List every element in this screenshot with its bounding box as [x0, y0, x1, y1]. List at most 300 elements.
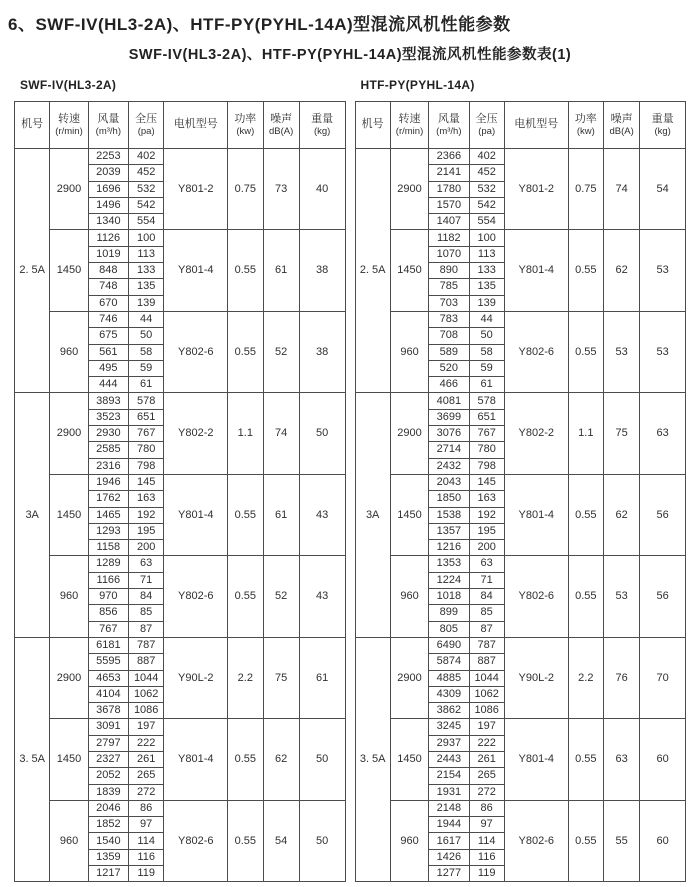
- weight-cell: 40: [299, 149, 345, 230]
- col-header-unit: (kg): [313, 125, 331, 137]
- pressure-cell: 113: [469, 246, 504, 262]
- pressure-cell: 135: [469, 279, 504, 295]
- airflow-cell: 1570: [429, 197, 469, 213]
- rpm-cell: 2900: [390, 393, 428, 474]
- rpm-cell: 960: [390, 556, 428, 637]
- airflow-cell: 1166: [88, 572, 128, 588]
- noise-cell: 62: [604, 230, 640, 311]
- pressure-cell: 265: [129, 768, 164, 784]
- col-header-text: 风量: [437, 112, 460, 125]
- table-row: [355, 556, 686, 572]
- col-header-pressure: [469, 102, 504, 149]
- rpm-cell: 1450: [50, 230, 88, 311]
- pressure-cell: 116: [469, 849, 504, 865]
- pressure-cell: 84: [129, 589, 164, 605]
- airflow-cell: 1538: [429, 507, 469, 523]
- table-row: [15, 637, 346, 653]
- airflow-cell: 1158: [88, 540, 128, 556]
- power-cell: 1.1: [568, 393, 603, 474]
- pressure-cell: 100: [129, 230, 164, 246]
- col-header-airflow: [88, 102, 128, 149]
- motor-cell: Y90L-2: [504, 637, 568, 718]
- col-header-text: 转速: [58, 112, 81, 125]
- motor-cell: Y801-4: [164, 719, 228, 800]
- motor-cell: Y802-6: [164, 800, 228, 881]
- airflow-cell: 2148: [429, 800, 469, 816]
- pressure-cell: 63: [129, 556, 164, 572]
- airflow-cell: 6490: [429, 637, 469, 653]
- model-cell: 3. 5A: [15, 637, 50, 881]
- power-cell: 0.75: [568, 149, 603, 230]
- motor-cell: Y801-4: [504, 719, 568, 800]
- table-row: [355, 393, 686, 409]
- motor-cell: Y90L-2: [164, 637, 228, 718]
- pressure-cell: 1086: [129, 703, 164, 719]
- airflow-cell: 1931: [429, 784, 469, 800]
- col-header-text: 重量: [311, 112, 334, 125]
- pressure-cell: 261: [129, 751, 164, 767]
- pressure-cell: 1044: [129, 670, 164, 686]
- col-header-text: 重量: [651, 112, 674, 125]
- airflow-cell: 2046: [88, 800, 128, 816]
- airflow-cell: 2797: [88, 735, 128, 751]
- airflow-cell: 6181: [88, 637, 128, 653]
- pressure-cell: 97: [129, 817, 164, 833]
- weight-cell: 38: [299, 311, 345, 392]
- noise-cell: 52: [263, 311, 299, 392]
- power-cell: 1.1: [228, 393, 263, 474]
- airflow-cell: 1617: [429, 833, 469, 849]
- htf-performance-table: [355, 101, 687, 882]
- pressure-cell: 578: [129, 393, 164, 409]
- rpm-cell: 2900: [50, 637, 88, 718]
- airflow-cell: 1019: [88, 246, 128, 262]
- airflow-cell: 1696: [88, 181, 128, 197]
- pressure-cell: 84: [469, 589, 504, 605]
- col-header-airflow: [429, 102, 469, 149]
- weight-cell: 43: [299, 556, 345, 637]
- airflow-cell: 1357: [429, 523, 469, 539]
- airflow-cell: 2141: [429, 165, 469, 181]
- rpm-cell: 960: [390, 800, 428, 881]
- airflow-cell: 1852: [88, 817, 128, 833]
- pressure-cell: 192: [469, 507, 504, 523]
- airflow-cell: 1944: [429, 817, 469, 833]
- pressure-cell: 133: [129, 263, 164, 279]
- weight-cell: 63: [640, 393, 686, 474]
- airflow-cell: 783: [429, 311, 469, 327]
- airflow-cell: 1353: [429, 556, 469, 572]
- airflow-cell: 3091: [88, 719, 128, 735]
- pressure-cell: 113: [129, 246, 164, 262]
- pressure-cell: 222: [129, 735, 164, 751]
- table-label-htf: HTF-PY(PYHL-14A): [360, 78, 475, 92]
- swf-performance-table: [14, 101, 346, 882]
- airflow-cell: 2316: [88, 458, 128, 474]
- weight-cell: 43: [299, 474, 345, 555]
- airflow-cell: 1359: [88, 849, 128, 865]
- col-header-unit: (kw): [576, 125, 595, 137]
- rpm-cell: 960: [50, 311, 88, 392]
- noise-cell: 74: [263, 393, 299, 474]
- pressure-cell: 767: [129, 426, 164, 442]
- rpm-cell: 1450: [390, 719, 428, 800]
- airflow-cell: 1946: [88, 474, 128, 490]
- airflow-cell: 890: [429, 263, 469, 279]
- pressure-cell: 135: [129, 279, 164, 295]
- motor-cell: Y801-4: [504, 474, 568, 555]
- airflow-cell: 1182: [429, 230, 469, 246]
- pressure-cell: 197: [129, 719, 164, 735]
- col-header-text: 功率: [234, 112, 257, 125]
- col-header-rpm: [50, 102, 88, 149]
- pressure-cell: 272: [469, 784, 504, 800]
- motor-cell: Y801-2: [164, 149, 228, 230]
- airflow-cell: 466: [429, 377, 469, 393]
- col-header-unit: (m³/h): [436, 125, 462, 137]
- airflow-cell: 1780: [429, 181, 469, 197]
- col-header-power: [228, 102, 263, 149]
- col-header-text: 噪声: [610, 112, 633, 125]
- noise-cell: 73: [263, 149, 299, 230]
- motor-cell: Y802-6: [504, 556, 568, 637]
- airflow-cell: 1018: [429, 589, 469, 605]
- airflow-cell: 2432: [429, 458, 469, 474]
- weight-cell: 53: [640, 230, 686, 311]
- table-row: [355, 474, 686, 490]
- pressure-cell: 133: [469, 263, 504, 279]
- col-header-text: 全压: [135, 112, 158, 125]
- col-header-unit: (r/min): [395, 125, 424, 137]
- table-row: [15, 556, 346, 572]
- table-row: [15, 149, 346, 165]
- weight-cell: 53: [640, 311, 686, 392]
- airflow-cell: 4104: [88, 686, 128, 702]
- airflow-cell: 3699: [429, 409, 469, 425]
- page-subtitle: SWF-IV(HL3-2A)、HTF-PY(PYHL-14A)型混流风机性能参数表(1): [128, 47, 572, 63]
- airflow-cell: 675: [88, 328, 128, 344]
- pressure-cell: 542: [469, 197, 504, 213]
- motor-cell: Y802-6: [164, 556, 228, 637]
- airflow-cell: 2154: [429, 768, 469, 784]
- power-cell: 0.75: [228, 149, 263, 230]
- rpm-cell: 1450: [50, 474, 88, 555]
- pressure-cell: 139: [129, 295, 164, 311]
- noise-cell: 75: [604, 393, 640, 474]
- motor-cell: Y802-6: [504, 800, 568, 881]
- pressure-cell: 44: [129, 311, 164, 327]
- noise-cell: 52: [263, 556, 299, 637]
- airflow-cell: 3245: [429, 719, 469, 735]
- pressure-cell: 86: [469, 800, 504, 816]
- rpm-cell: 960: [50, 800, 88, 881]
- weight-cell: 70: [640, 637, 686, 718]
- pressure-cell: 542: [129, 197, 164, 213]
- airflow-cell: 1224: [429, 572, 469, 588]
- pressure-cell: 651: [129, 409, 164, 425]
- pressure-cell: 114: [469, 833, 504, 849]
- airflow-cell: 2930: [88, 426, 128, 442]
- model-cell: 3A: [15, 393, 50, 637]
- pressure-cell: 554: [129, 214, 164, 230]
- header-row: [15, 102, 346, 149]
- pressure-cell: 58: [129, 344, 164, 360]
- airflow-cell: 1070: [429, 246, 469, 262]
- weight-cell: 60: [640, 800, 686, 881]
- pressure-cell: 452: [469, 165, 504, 181]
- airflow-cell: 1340: [88, 214, 128, 230]
- pressure-cell: 97: [469, 817, 504, 833]
- airflow-cell: 1465: [88, 507, 128, 523]
- pressure-cell: 402: [129, 149, 164, 165]
- airflow-cell: 2039: [88, 165, 128, 181]
- col-header-text: 功率: [574, 112, 597, 125]
- pressure-cell: 163: [469, 491, 504, 507]
- model-cell: 3A: [355, 393, 390, 637]
- pressure-cell: 58: [469, 344, 504, 360]
- airflow-cell: 4653: [88, 670, 128, 686]
- pressure-cell: 578: [469, 393, 504, 409]
- pressure-cell: 1062: [129, 686, 164, 702]
- weight-cell: 56: [640, 556, 686, 637]
- noise-cell: 61: [263, 230, 299, 311]
- pressure-cell: 86: [129, 800, 164, 816]
- noise-cell: 63: [604, 719, 640, 800]
- power-cell: 0.55: [568, 230, 603, 311]
- pressure-cell: 798: [129, 458, 164, 474]
- airflow-cell: 2366: [429, 149, 469, 165]
- airflow-cell: 2443: [429, 751, 469, 767]
- pressure-cell: 61: [129, 377, 164, 393]
- airflow-cell: 5595: [88, 654, 128, 670]
- table-row: [15, 474, 346, 490]
- airflow-cell: 856: [88, 605, 128, 621]
- airflow-cell: 767: [88, 621, 128, 637]
- col-header-motor: [164, 102, 228, 149]
- airflow-cell: 1217: [88, 866, 128, 882]
- table-row: [355, 230, 686, 246]
- rpm-cell: 960: [50, 556, 88, 637]
- noise-cell: 53: [604, 311, 640, 392]
- airflow-cell: 444: [88, 377, 128, 393]
- table-row: [355, 311, 686, 327]
- motor-cell: Y802-6: [164, 311, 228, 392]
- airflow-cell: 3076: [429, 426, 469, 442]
- pressure-cell: 1062: [469, 686, 504, 702]
- pressure-cell: 114: [129, 833, 164, 849]
- pressure-cell: 222: [469, 735, 504, 751]
- col-header-unit: (m³/h): [95, 125, 121, 137]
- pressure-cell: 787: [129, 637, 164, 653]
- model-cell: 2. 5A: [15, 149, 50, 393]
- col-header-unit: dB(A): [609, 125, 634, 137]
- col-header-model: [355, 102, 390, 149]
- col-header-model: [15, 102, 50, 149]
- airflow-cell: 1216: [429, 540, 469, 556]
- pressure-cell: 780: [129, 442, 164, 458]
- col-header-unit: (kg): [654, 125, 671, 137]
- col-header-text: 噪声: [270, 112, 293, 125]
- model-cell: 3. 5A: [355, 637, 390, 881]
- airflow-cell: 1762: [88, 491, 128, 507]
- airflow-cell: 1277: [429, 866, 469, 882]
- rpm-cell: 1450: [390, 474, 428, 555]
- pressure-cell: 767: [469, 426, 504, 442]
- airflow-cell: 1426: [429, 849, 469, 865]
- motor-cell: Y801-2: [504, 149, 568, 230]
- power-cell: 0.55: [228, 800, 263, 881]
- airflow-cell: 5874: [429, 654, 469, 670]
- col-header-power: [568, 102, 603, 149]
- power-cell: 0.55: [228, 719, 263, 800]
- airflow-cell: 2585: [88, 442, 128, 458]
- airflow-cell: 3678: [88, 703, 128, 719]
- weight-cell: 56: [640, 474, 686, 555]
- table-row: [15, 311, 346, 327]
- pressure-cell: 195: [129, 523, 164, 539]
- col-header-noise: [263, 102, 299, 149]
- pressure-cell: 651: [469, 409, 504, 425]
- col-header-text: 全压: [475, 112, 498, 125]
- rpm-cell: 2900: [390, 149, 428, 230]
- col-header-text: 机号: [361, 118, 384, 131]
- table-block-htf: [355, 76, 687, 882]
- pressure-cell: 200: [129, 540, 164, 556]
- rpm-cell: 1450: [390, 230, 428, 311]
- col-header-text: 电机型号: [173, 118, 218, 131]
- noise-cell: 53: [604, 556, 640, 637]
- pressure-cell: 887: [129, 654, 164, 670]
- airflow-cell: 670: [88, 295, 128, 311]
- pressure-cell: 272: [129, 784, 164, 800]
- airflow-cell: 1850: [429, 491, 469, 507]
- col-header-noise: [604, 102, 640, 149]
- pressure-cell: 119: [129, 866, 164, 882]
- pressure-cell: 50: [129, 328, 164, 344]
- pressure-cell: 61: [469, 377, 504, 393]
- pressure-cell: 1086: [469, 703, 504, 719]
- col-header-text: 转速: [398, 112, 421, 125]
- power-cell: 0.55: [568, 556, 603, 637]
- airflow-cell: 495: [88, 360, 128, 376]
- weight-cell: 50: [299, 393, 345, 474]
- power-cell: 0.55: [568, 719, 603, 800]
- airflow-cell: 708: [429, 328, 469, 344]
- motor-cell: Y802-2: [164, 393, 228, 474]
- pressure-cell: 139: [469, 295, 504, 311]
- col-header-unit: (pa): [137, 125, 155, 137]
- pressure-cell: 452: [129, 165, 164, 181]
- weight-cell: 50: [299, 719, 345, 800]
- power-cell: 0.55: [228, 311, 263, 392]
- table-block-swf: [14, 76, 346, 882]
- power-cell: 0.55: [568, 311, 603, 392]
- airflow-cell: 1407: [429, 214, 469, 230]
- col-header-unit: (kw): [236, 125, 255, 137]
- pressure-cell: 195: [469, 523, 504, 539]
- airflow-cell: 2714: [429, 442, 469, 458]
- pressure-cell: 787: [469, 637, 504, 653]
- table-row: [355, 149, 686, 165]
- rpm-cell: 2900: [390, 637, 428, 718]
- airflow-cell: 1839: [88, 784, 128, 800]
- rpm-cell: 2900: [50, 393, 88, 474]
- pressure-cell: 780: [469, 442, 504, 458]
- noise-cell: 76: [604, 637, 640, 718]
- col-header-text: 机号: [21, 118, 44, 131]
- noise-cell: 75: [263, 637, 299, 718]
- col-header-weight: [640, 102, 686, 149]
- airflow-cell: 520: [429, 360, 469, 376]
- power-cell: 2.2: [568, 637, 603, 718]
- col-header-unit: dB(A): [269, 125, 294, 137]
- pressure-cell: 145: [469, 474, 504, 490]
- noise-cell: 54: [263, 800, 299, 881]
- weight-cell: 38: [299, 230, 345, 311]
- pressure-cell: 44: [469, 311, 504, 327]
- pressure-cell: 71: [129, 572, 164, 588]
- airflow-cell: 4885: [429, 670, 469, 686]
- power-cell: 0.55: [228, 230, 263, 311]
- col-header-text: 风量: [97, 112, 120, 125]
- table-row: [355, 637, 686, 653]
- airflow-cell: 805: [429, 621, 469, 637]
- airflow-cell: 785: [429, 279, 469, 295]
- table-row: [355, 719, 686, 735]
- rpm-cell: 960: [390, 311, 428, 392]
- airflow-cell: 2043: [429, 474, 469, 490]
- pressure-cell: 85: [469, 605, 504, 621]
- airflow-cell: 2937: [429, 735, 469, 751]
- airflow-cell: 2052: [88, 768, 128, 784]
- noise-cell: 55: [604, 800, 640, 881]
- pressure-cell: 532: [469, 181, 504, 197]
- col-header-unit: (pa): [478, 125, 496, 137]
- pressure-cell: 59: [469, 360, 504, 376]
- col-header-motor: [504, 102, 568, 149]
- motor-cell: Y802-6: [504, 311, 568, 392]
- pressure-cell: 163: [129, 491, 164, 507]
- pressure-cell: 71: [469, 572, 504, 588]
- col-header-unit: (r/min): [55, 125, 83, 137]
- airflow-cell: 1496: [88, 197, 128, 213]
- pressure-cell: 197: [469, 719, 504, 735]
- pressure-cell: 85: [129, 605, 164, 621]
- motor-cell: Y802-2: [504, 393, 568, 474]
- weight-cell: 50: [299, 800, 345, 881]
- power-cell: 2.2: [228, 637, 263, 718]
- noise-cell: 61: [263, 474, 299, 555]
- airflow-cell: 4081: [429, 393, 469, 409]
- airflow-cell: 561: [88, 344, 128, 360]
- table-row: [15, 393, 346, 409]
- weight-cell: 60: [640, 719, 686, 800]
- noise-cell: 62: [604, 474, 640, 555]
- power-cell: 0.55: [568, 474, 603, 555]
- table-row: [15, 800, 346, 816]
- airflow-cell: 4309: [429, 686, 469, 702]
- pressure-cell: 554: [469, 214, 504, 230]
- pressure-cell: 50: [469, 328, 504, 344]
- noise-cell: 74: [604, 149, 640, 230]
- rpm-cell: 1450: [50, 719, 88, 800]
- pressure-cell: 87: [469, 621, 504, 637]
- rpm-cell: 2900: [50, 149, 88, 230]
- pressure-cell: 59: [129, 360, 164, 376]
- airflow-cell: 2253: [88, 149, 128, 165]
- pressure-cell: 63: [469, 556, 504, 572]
- pressure-cell: 1044: [469, 670, 504, 686]
